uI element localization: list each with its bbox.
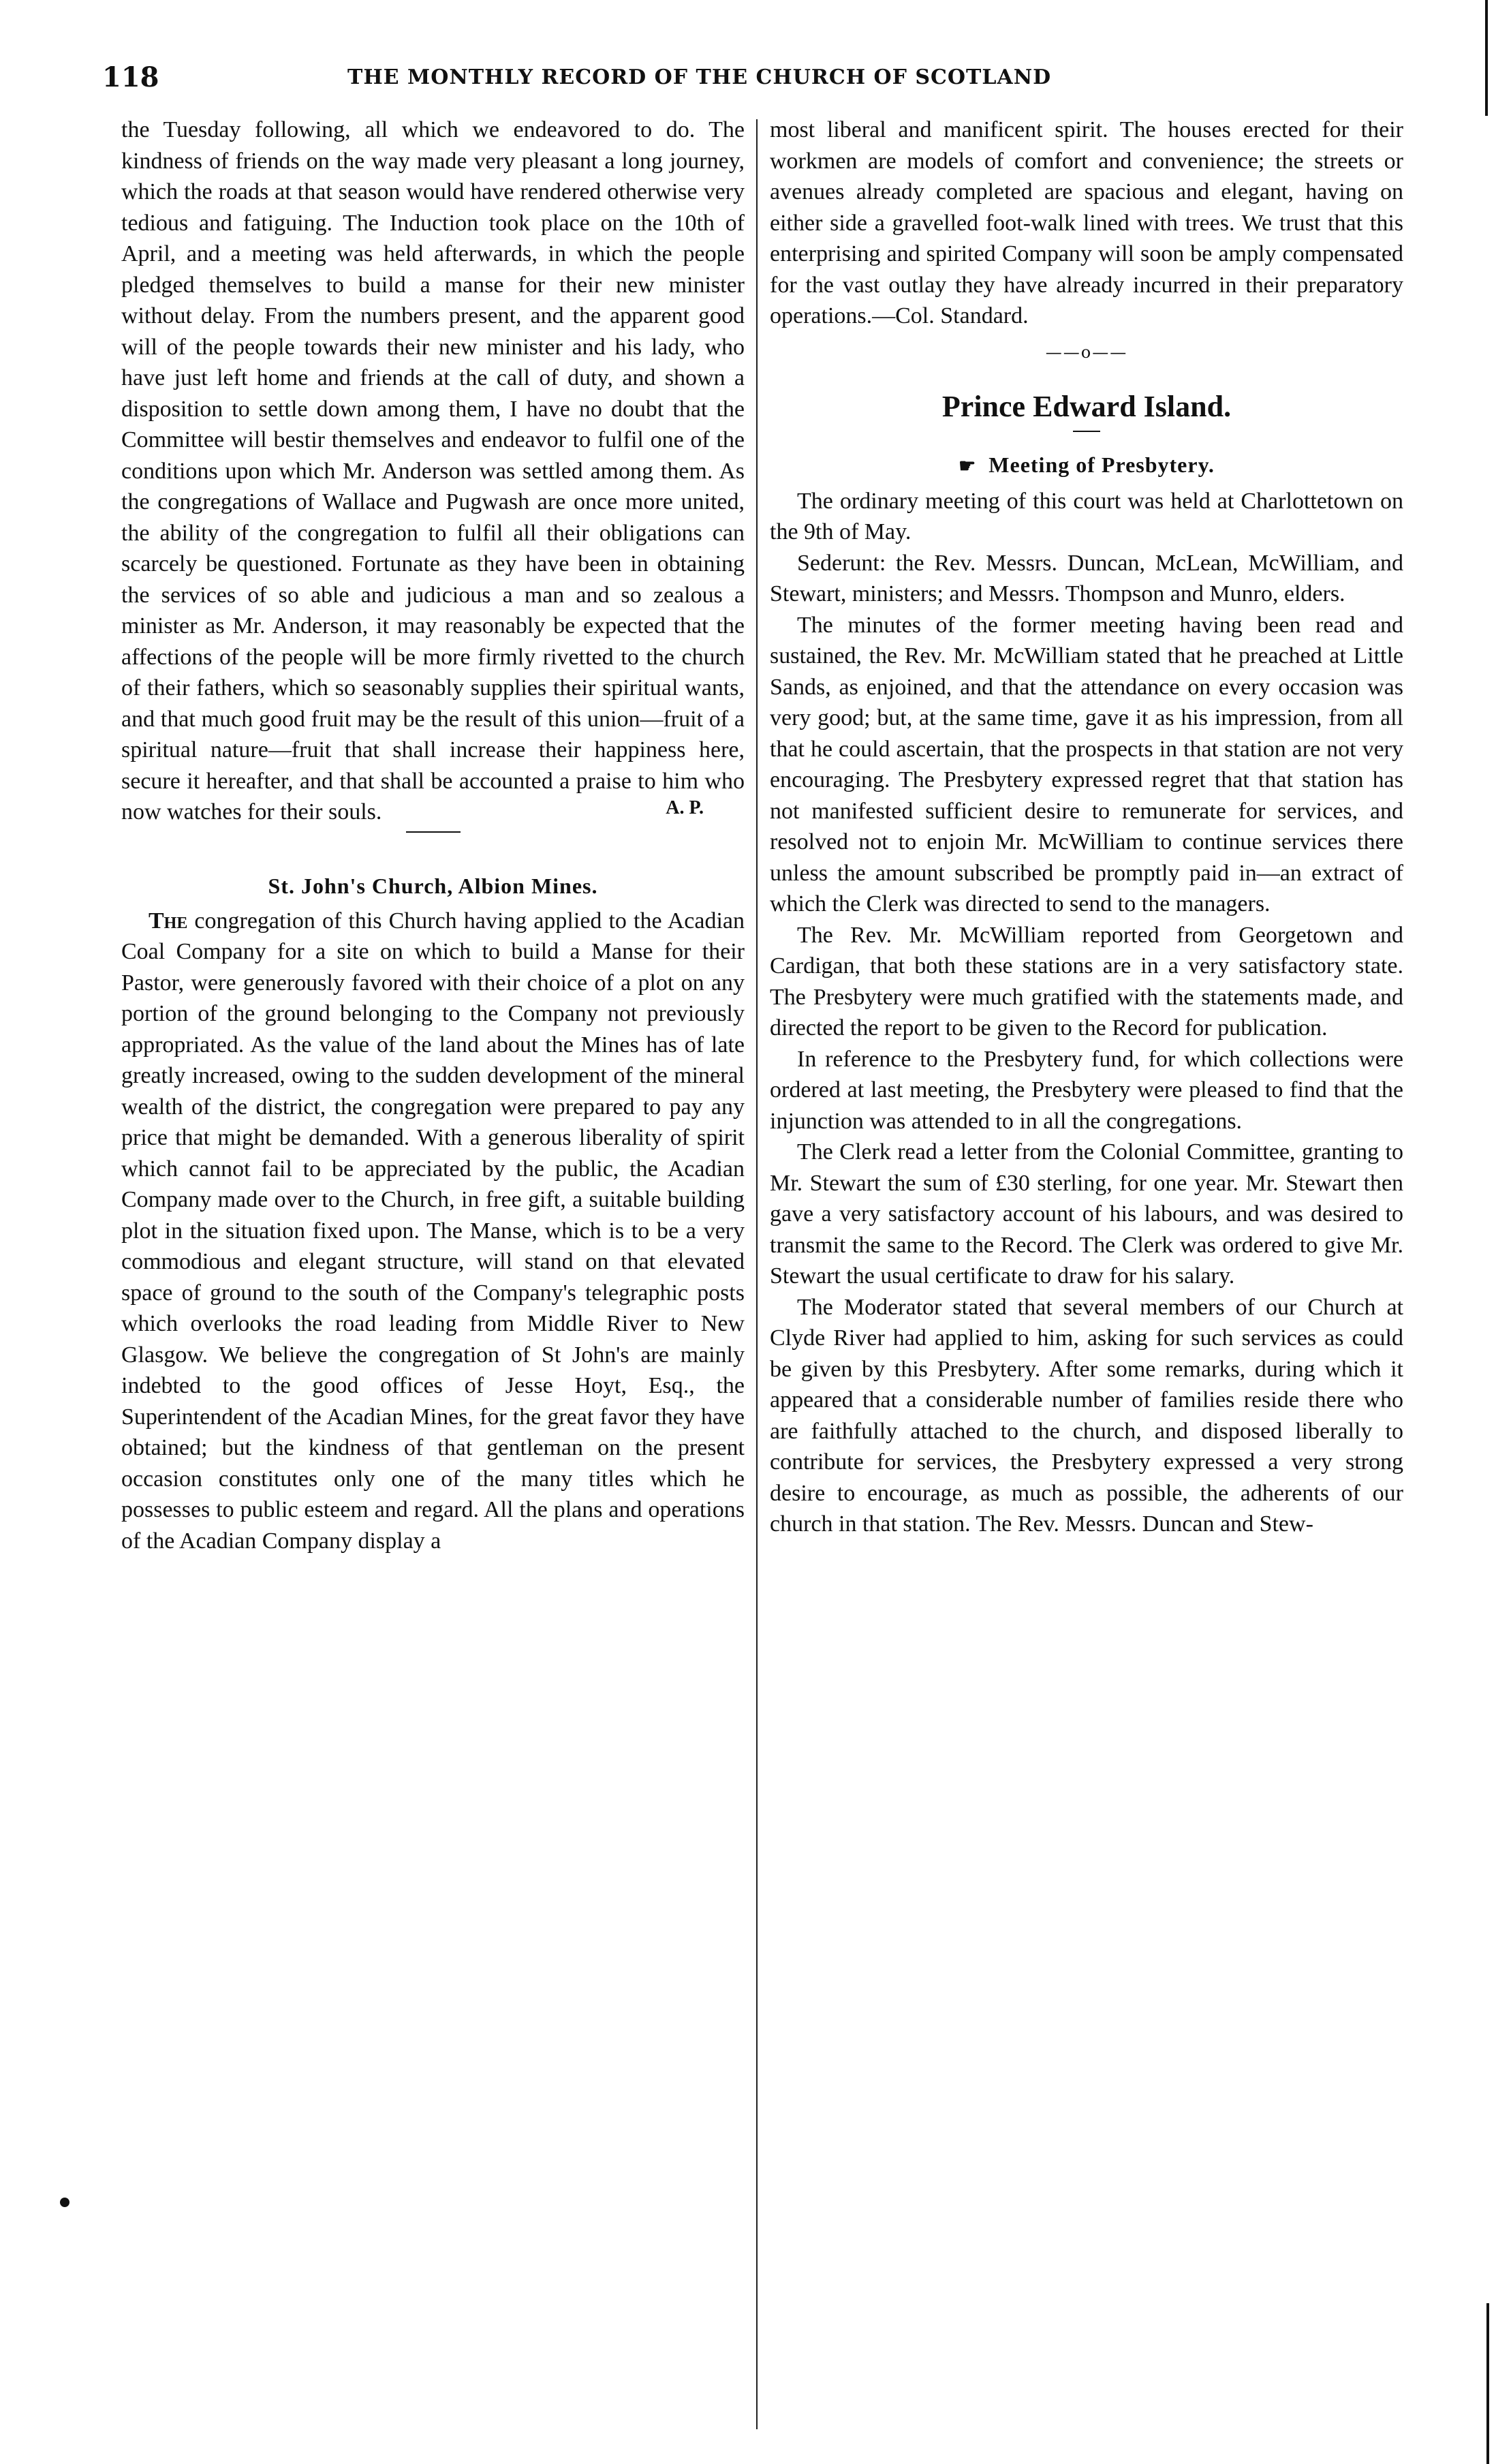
intro-paragraph: the Tuesday following, all which we endeavored to do. The kindness of friends on the way made very pleasant a long journey, which the roads at that season would have rendered otherwise very tedious and fatiguing. The Induction took place on the 10th of April, and a meeting was held afterwards, in which the people pledged themselves to build a manse for their new minister without delay. From the numbers present, and the apparent good will of the people towards their new minister and his lady, who have just left home and friends at the call of duty, and shown a disposition to settle down among them, I have no doubt that the Committee will bestir themselves and endeavor to fulfil one of the conditions upon which Mr. Anderson was settled among them. As the congregations of Wallace and Pugwash are once more united, the ability of the congregation to fulfil all their obligations can scarcely be questioned. Fortunate as they have been in obtaining the services of so able and judicious a man and so zealous a minister as Mr. Anderson, it may reasonably be expected that the affections of the people will be more firmly rivetted to the church of their fathers, which so seasonably supplies their spiritual wants, and that much good fruit may be the result of this union—fruit of a spiritual nature—fruit that shall increase their happiness here, secure it hereafter, and that shall be accounted a praise to him who now watches for their souls. [121, 117, 745, 825]
article-heading: St. John's Church, Albion Mines. [268, 873, 598, 898]
presbytery-paragraph: In reference to the Presbytery fund, for which collections were ordered at last meeting, the Presbytery were pleased to find that the injunction was attended to in all the congregations. [770, 1046, 1403, 1134]
page-edge-mark-bottom [1486, 2303, 1489, 2464]
signature: A. P. [666, 797, 704, 818]
presbytery-paragraph: The minutes of the former meeting having been read and sustained, the Rev. Mr. McWilliam stated that he preached at Little Sands, as enjoined, and that the attendance on every occasion was very good; but, at the same time, gave it as his impression, from all that he could ascertain, that the prospects in that station are not very encouraging. The Presbytery expressed regret that that station has not manifested sufficient desire to remunerate for services, and resolved not to enjoin Mr. McWilliam to continue services there unless the amount subscribed be promptly paid in—an extract of which the Clerk was directed to send to the managers. [770, 612, 1403, 917]
article-body [121, 906, 745, 1557]
section-heading: Prince Edward Island. [941, 389, 1232, 423]
article-first-word: The [149, 908, 188, 934]
presbytery-paragraph: Sederunt: the Rev. Messrs. Duncan, McLean, McWilliam, and Stewart, ministers; and Messrs. Thompson and Munro, elders. [770, 550, 1403, 606]
page-edge-mark [1485, 0, 1488, 116]
left-column [121, 114, 745, 1556]
section-underline [1073, 431, 1100, 432]
subheading-text: Meeting of Presbytery. [988, 452, 1215, 477]
right-column [770, 114, 1403, 1540]
column-divider [756, 119, 758, 2429]
presbytery-paragraph: The Rev. Mr. McWilliam reported from Georgetown and Cardigan, that both these stations are in a very satisfactory state. The Presbytery were much gratified with the statements made, and directed the report to be given to the Record for publication. [770, 922, 1403, 1041]
pointing-hand-icon: ☛ [959, 455, 977, 477]
continuation-paragraph: most liberal and manificent spirit. The houses erected for their workmen are models of comfort and convenience; the streets or avenues already completed are spacious and elegant, having on either side a gravelled foot-walk lined with trees. We trust that this enterprising and spirited Company will soon be amply compensated for the vast outlay they have already incurred in their preparatory operations.—Col. Standard. [770, 117, 1403, 328]
section-rule [406, 831, 461, 833]
page-header [102, 61, 1397, 109]
ink-blot [60, 2198, 69, 2207]
presbytery-paragraph: The ordinary meeting of this court was held at Charlottetown on the 9th of May. [770, 488, 1403, 544]
ornament-divider: ——o—— [1045, 342, 1128, 362]
running-title: THE MONTHLY RECORD OF THE CHURCH OF SCOTLAND [347, 65, 1052, 89]
presbytery-paragraph: The Moderator stated that several members of our Church at Clyde River had applied to him, asking for such services as could be given by this Presbytery. After some remarks, during which it appeared that a considerable number of families reside there who are faithfully attached to the church, and disposed liberally to contribute for services, the Presbytery expressed a very strong desire to encourage, as much as possible, the adherents of our church in that station. The Rev. Messrs. Duncan and Stew- [770, 1294, 1403, 1537]
page-number: 118 [102, 61, 159, 93]
subheading [770, 452, 1403, 478]
presbytery-paragraph: The Clerk read a letter from the Colonial Committee, granting to Mr. Stewart the sum of £30 sterling, for one year. Mr. Stewart then gave a very satisfactory account of his labours, and was desired to transmit the same to the Record. The Clerk was ordered to give Mr. Stewart the usual certificate to draw for his salary. [770, 1139, 1403, 1289]
article-body-text: congregation of this Church having applied to the Acadian Coal Company for a site on which to build a Manse for their Pastor, were generously favored with their choice of a plot on any portion of the ground belonging to the Company not previously appropriated. As the value of the land about the Mines has of late greatly increased, owing to the sudden development of the mineral wealth of the district, the congregation were prepared to pay any price that might be demanded. With a generous liberality of spirit which cannot fail to be appreciated by the public, the Acadian Company made over to the Church, in free gift, a suitable building plot in the situation fixed upon. The Manse, which is to be a very commodious and elegant structure, will stand on that elevated space of ground to the south of the Company's telegraphic posts which overlooks the road leading from Middle River to New Glasgow. We believe the congregation of St John's are mainly indebted to the good offices of Jesse Hoyt, Esq., the Superintendent of the Acadian Mines, for the great favor they have obtained; but the kindness of that gentleman on the present occasion constitutes only one of the many titles which he possesses to public esteem and regard. All the plans and operations of the Acadian Company display a [121, 908, 745, 1554]
